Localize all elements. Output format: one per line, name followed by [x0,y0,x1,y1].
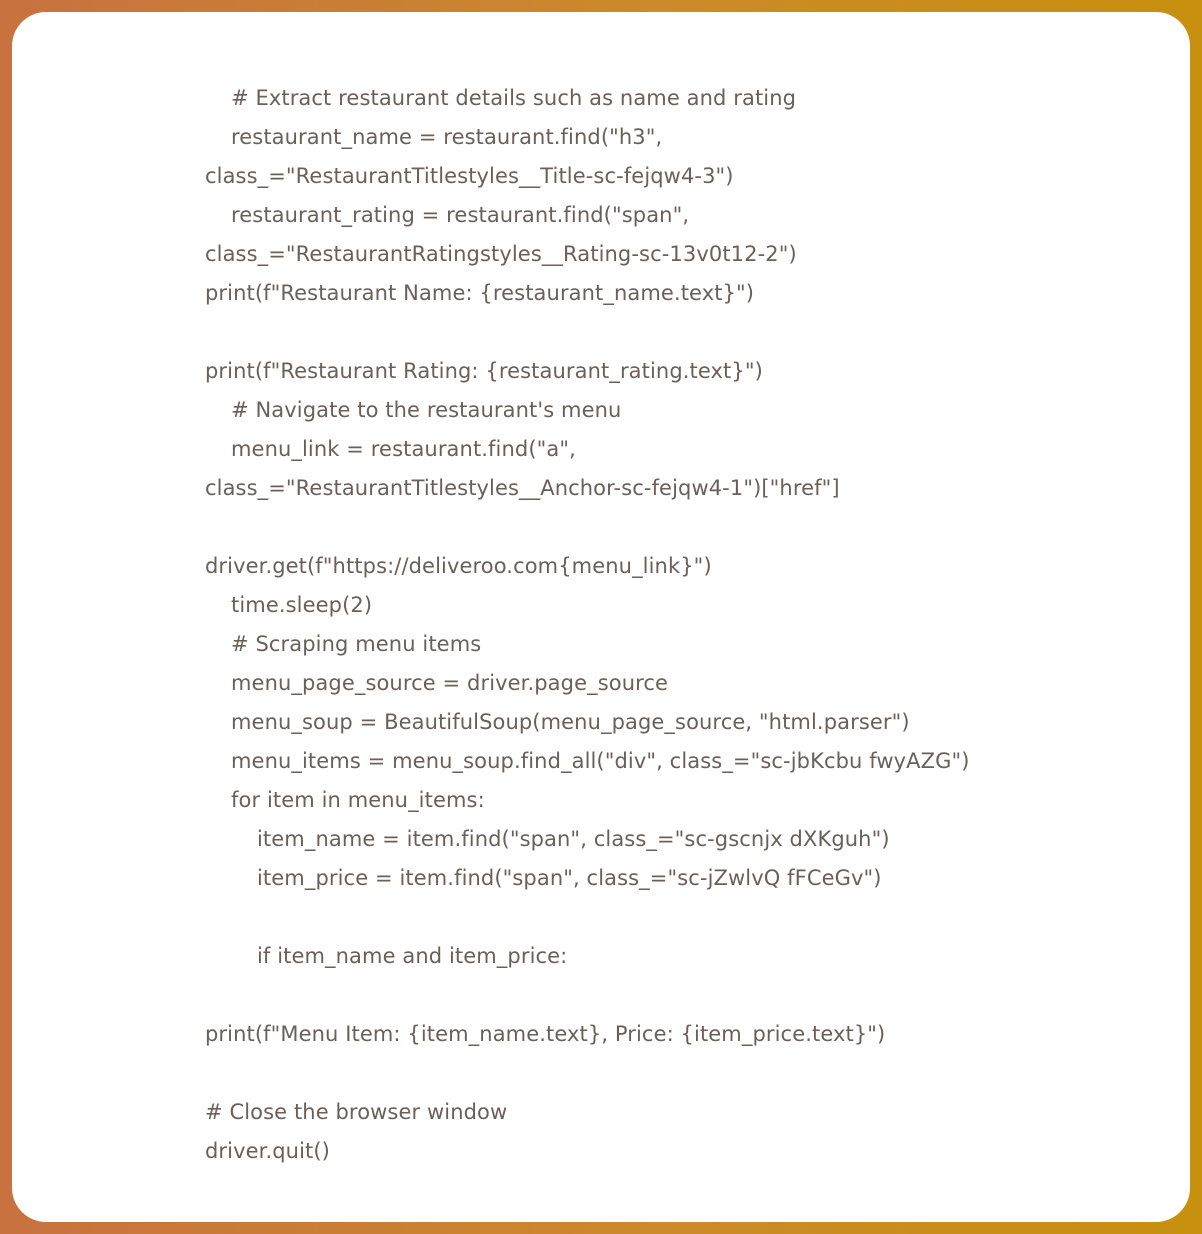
code-line: class_="RestaurantTitlestyles__Anchor-sc-fejqw4-1")["href"] [205,476,840,500]
code-line [205,1054,1165,1093]
code-line: class_="RestaurantRatingstyles__Rating-sc-13v0t12-2") [205,242,797,266]
code-line: driver.get(f"https://deliveroo.com{menu_link}") [205,554,712,578]
code-block [205,79,1165,1171]
code-card [12,12,1190,1222]
code-line: for item in menu_items: [231,788,485,812]
code-line: item_name = item.find("span", class_="sc-gscnjx dXKguh") [257,827,890,851]
code-line: print(f"Restaurant Rating: {restaurant_rating.text}") [205,359,763,383]
code-line: menu_soup = BeautifulSoup(menu_page_source, "html.parser") [231,710,910,734]
code-line [205,976,1165,1015]
code-line: menu_link = restaurant.find("a", [231,437,576,461]
code-line: print(f"Menu Item: {item_name.text}, Price: {item_price.text}") [205,1022,886,1046]
code-line: menu_items = menu_soup.find_all("div", class_="sc-jbKcbu fwyAZG") [231,749,970,773]
code-line: # Extract restaurant details such as name and rating [231,86,797,110]
code-line: restaurant_rating = restaurant.find("span", [231,203,690,227]
code-line: item_price = item.find("span", class_="sc-jZwlvQ fFCeGv") [257,866,882,890]
code-line: # Scraping menu items [231,632,482,656]
code-line: menu_page_source = driver.page_source [231,671,669,695]
code-line [205,508,1165,547]
code-line [205,313,1165,352]
code-line: time.sleep(2) [231,593,373,617]
code-line: if item_name and item_price: [257,944,568,968]
code-line: print(f"Restaurant Name: {restaurant_name.text}") [205,281,755,305]
code-line [205,898,1165,937]
code-line: class_="RestaurantTitlestyles__Title-sc-fejqw4-3") [205,164,734,188]
code-line: # Close the browser window [205,1100,508,1124]
code-line: restaurant_name = restaurant.find("h3", [231,125,663,149]
code-line: driver.quit() [205,1139,330,1163]
code-line: # Navigate to the restaurant's menu [231,398,622,422]
